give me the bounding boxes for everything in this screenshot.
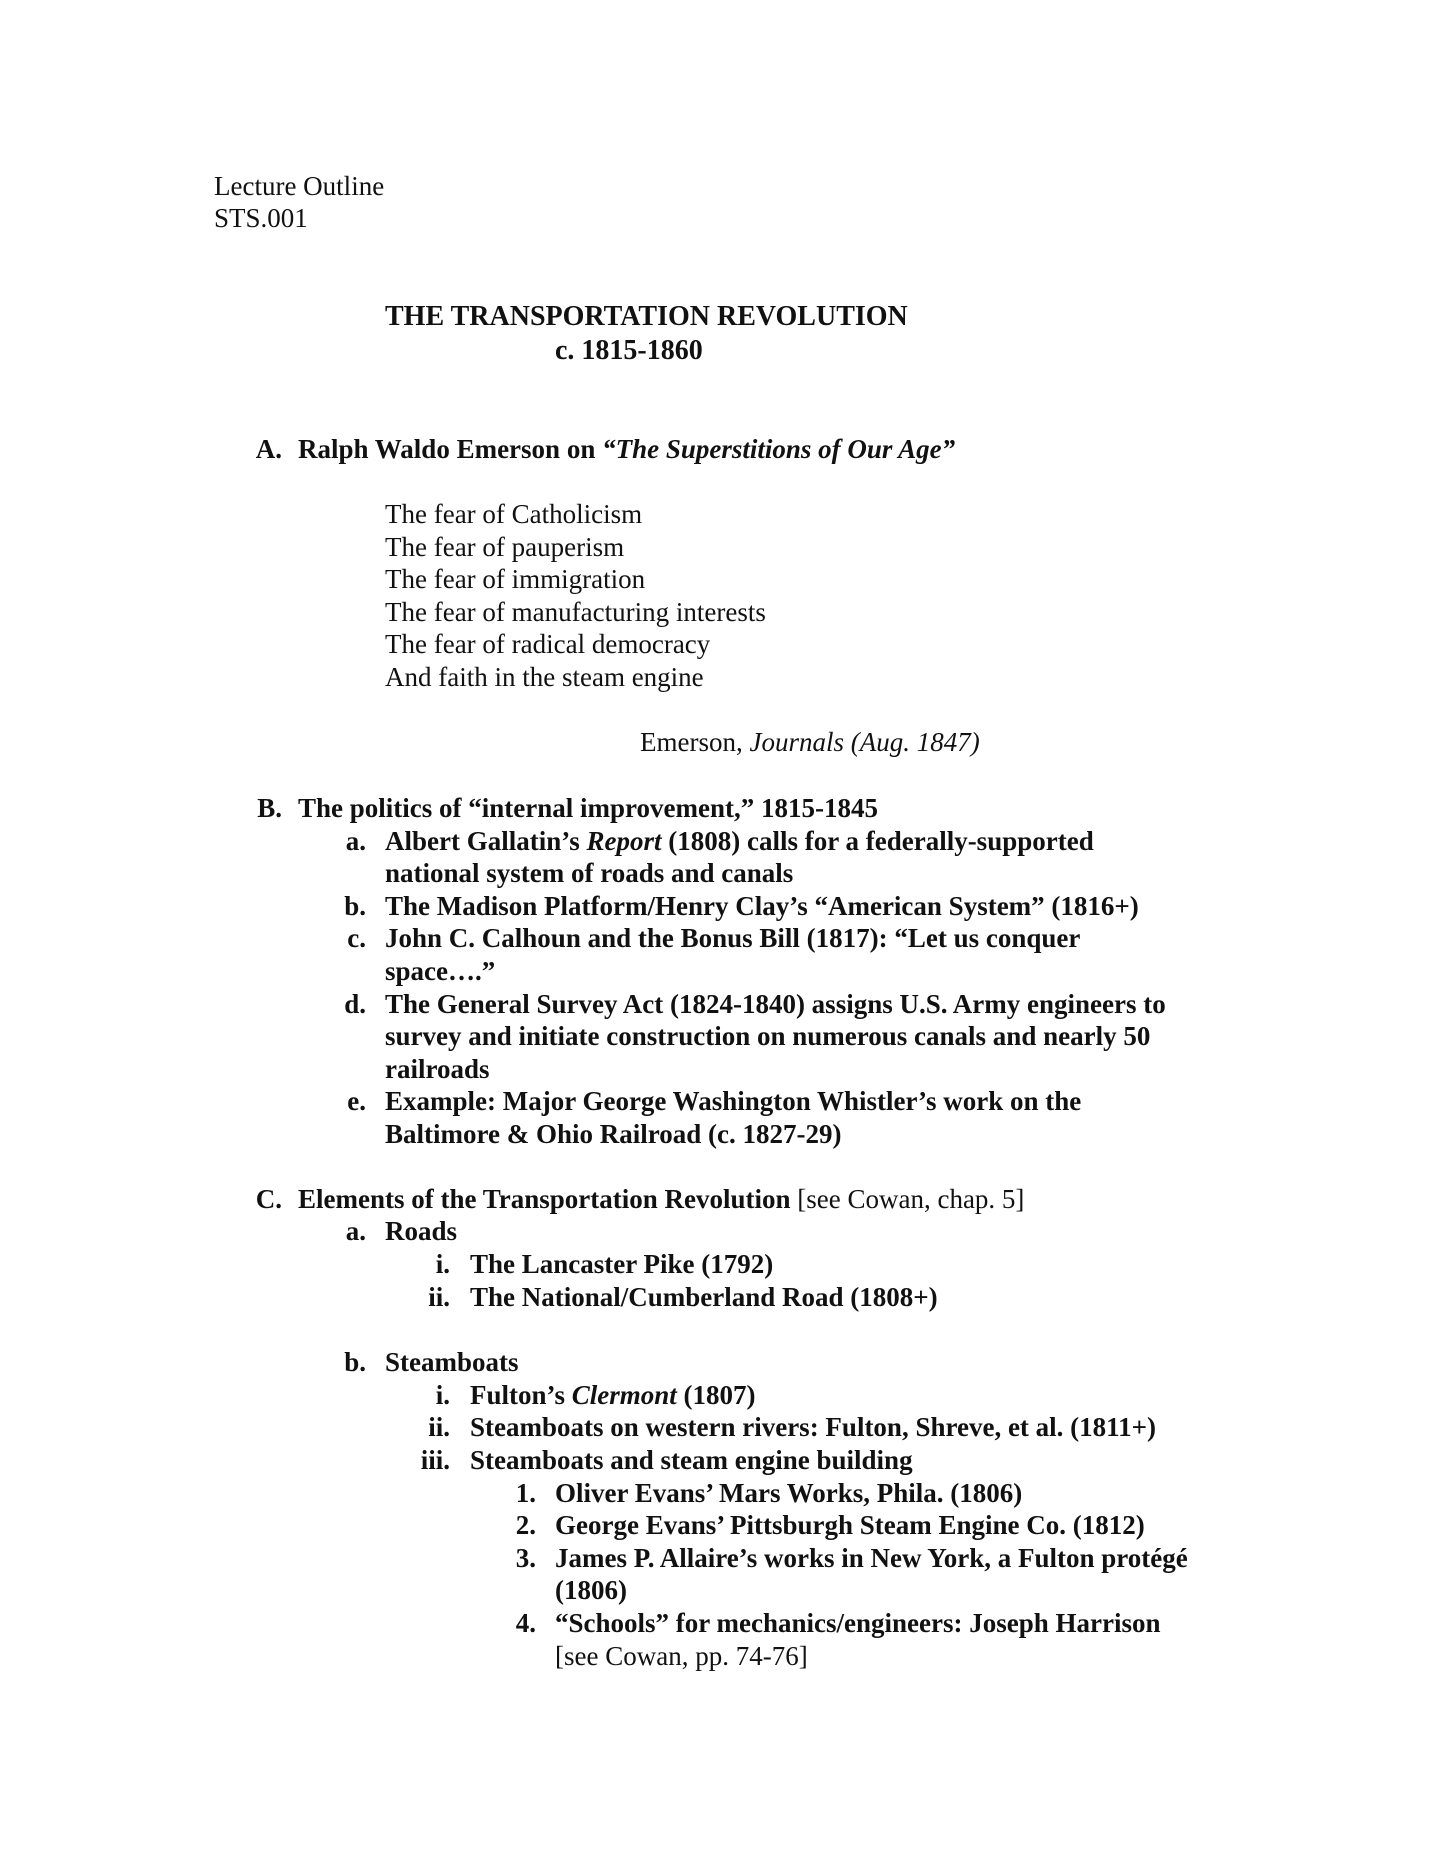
section-c-heading — [298, 1183, 1024, 1215]
section-a-marker: A. — [255, 434, 282, 464]
list-item-marker: i. — [435, 1380, 450, 1410]
list-item: The General Survey Act (1824-1840) assigns U.S. Army engineers to — [385, 989, 1166, 1019]
list-item-text: Fulton’s — [470, 1380, 572, 1410]
quote-line: And faith in the steam engine — [385, 662, 704, 692]
list-item-marker: ii. — [428, 1412, 450, 1442]
list-item-marker: c. — [347, 923, 366, 953]
document-header-course-label: Lecture Outline — [214, 171, 385, 201]
list-item-marker: b. — [344, 1347, 366, 1377]
citation-source: Journals (Aug. 1847) — [749, 727, 980, 757]
list-item-italic: Report — [586, 826, 662, 856]
list-item: The Lancaster Pike (1792) — [470, 1249, 774, 1279]
list-item-continuation: (1806) — [555, 1575, 627, 1605]
list-item — [385, 825, 1094, 857]
list-item-marker: 2. — [515, 1510, 536, 1540]
list-item-marker: 1. — [515, 1478, 536, 1508]
section-b-heading: The politics of “internal improvement,” 1815-1845 — [298, 793, 878, 823]
list-item: Steamboats and steam engine building — [470, 1445, 913, 1475]
section-c-heading-note: [see Cowan, chap. 5] — [790, 1184, 1025, 1214]
section-b-marker: B. — [257, 793, 282, 823]
quote-line: The fear of radical democracy — [385, 629, 711, 659]
quote-line: The fear of Catholicism — [385, 499, 643, 529]
list-item-text: (1808) calls for a federally-supported — [661, 826, 1094, 856]
section-c-heading-text: Elements of the Transportation Revolution — [298, 1184, 791, 1214]
list-item-marker: a. — [345, 1216, 366, 1246]
steamboats-label: Steamboats — [385, 1347, 519, 1377]
list-item-text: (1807) — [676, 1380, 756, 1410]
list-item: The National/Cumberland Road (1808+) — [470, 1282, 938, 1312]
list-item: “Schools” for mechanics/engineers: Joseph Harrison — [555, 1608, 1161, 1638]
page-title: THE TRANSPORTATION REVOLUTION — [385, 301, 908, 332]
document-header-course-number: STS.001 — [214, 203, 308, 233]
list-item-marker: 4. — [515, 1608, 536, 1638]
quote-line: The fear of pauperism — [385, 532, 625, 562]
list-item: Steamboats on western rivers: Fulton, Shreve, et al. (1811+) — [470, 1412, 1157, 1442]
list-item-continuation: [see Cowan, pp. 74-76] — [555, 1641, 808, 1671]
list-item-marker: b. — [344, 891, 366, 921]
list-item-marker: a. — [345, 826, 366, 856]
list-item: John C. Calhoun and the Bonus Bill (1817): “Let us conquer — [385, 923, 1081, 953]
list-item: The Madison Platform/Henry Clay’s “American System” (1816+) — [385, 891, 1139, 921]
page-subtitle-dates: c. 1815-1860 — [555, 335, 703, 366]
roads-label: Roads — [385, 1216, 458, 1246]
section-c-marker: C. — [255, 1184, 282, 1214]
list-item-marker: iii. — [420, 1445, 450, 1475]
list-item-marker: 3. — [515, 1543, 536, 1573]
list-item-marker: i. — [435, 1249, 450, 1279]
list-item: George Evans’ Pittsburgh Steam Engine Co. (1812) — [555, 1510, 1145, 1540]
list-item-marker: d. — [344, 989, 366, 1019]
list-item-continuation: space….” — [385, 956, 496, 986]
list-item-italic: Clermont — [571, 1380, 677, 1410]
list-item-marker: ii. — [428, 1282, 450, 1312]
list-item — [470, 1379, 756, 1411]
section-a-heading-italic: “The Superstitions of Our Age” — [602, 434, 956, 464]
list-item: Oliver Evans’ Mars Works, Phila. (1806) — [555, 1478, 1023, 1508]
list-item-marker: e. — [347, 1086, 366, 1116]
section-a-heading-text: Ralph Waldo Emerson on — [298, 434, 603, 464]
list-item-continuation: national system of roads and canals — [385, 858, 794, 888]
quote-citation — [640, 726, 980, 758]
quote-line: The fear of manufacturing interests — [385, 597, 766, 627]
list-item: James P. Allaire’s works in New York, a Fulton protégé — [555, 1543, 1188, 1573]
list-item: Example: Major George Washington Whistler’s work on the — [385, 1086, 1082, 1116]
citation-author: Emerson, — [640, 727, 750, 757]
list-item-continuation: Baltimore & Ohio Railroad (c. 1827-29) — [385, 1119, 842, 1149]
section-a-heading — [298, 433, 955, 465]
quote-line: The fear of immigration — [385, 564, 646, 594]
list-item-text: Albert Gallatin’s — [385, 826, 587, 856]
list-item-continuation: railroads — [385, 1054, 490, 1084]
list-item-continuation: survey and initiate construction on numerous canals and nearly 50 — [385, 1021, 1151, 1051]
